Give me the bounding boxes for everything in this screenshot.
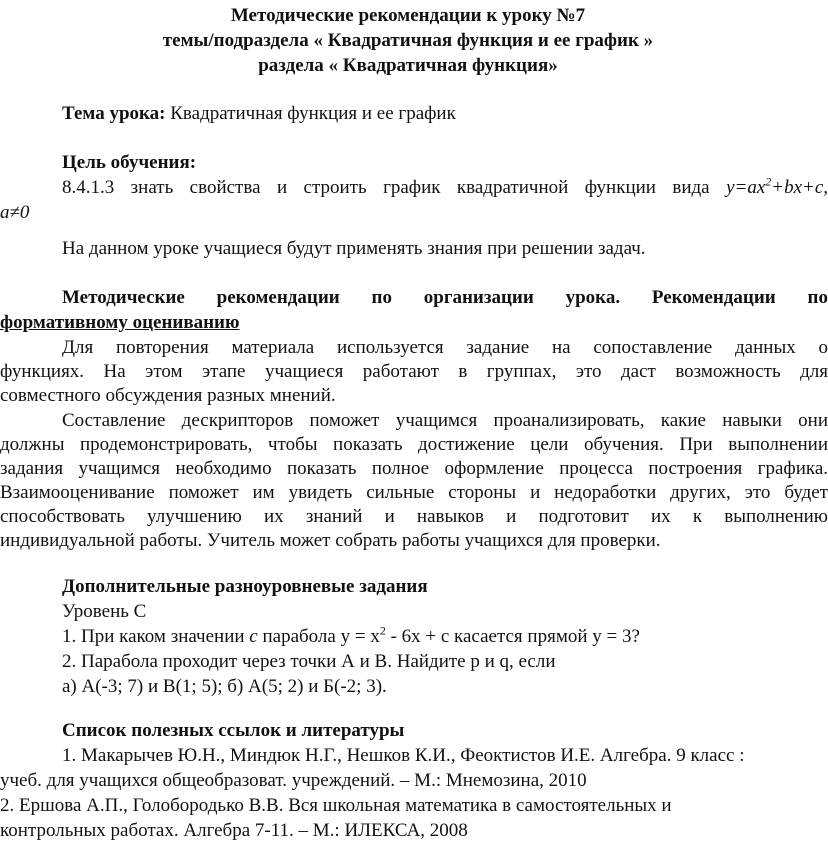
task-question-1: 1. При каком значении c парабола $у = х^2 - 6х + с$ касается прямой у = 3? bbox=[62, 623, 640, 647]
rec-p2-line5: способствовать улучшению их знаний и навыков и подготовит их к выполнению bbox=[0, 506, 828, 527]
literature-ref1-line1: 1. Макарычев Ю.Н., Миндюк Н.Г., Нешков К.И., Феоктистов И.Е. Алгебра. 9 класс : bbox=[62, 745, 745, 766]
task-question-2: 2. Парабола проходит через точки А и В. Найдите p и q, если bbox=[62, 651, 556, 672]
literature-ref2-line1: 2. Ершова А.П., Голобородько В.В. Вся школьная математика в самостоятельных и bbox=[0, 795, 672, 816]
recommendations-heading-line2: формативному оцениванию bbox=[0, 312, 240, 333]
rec-p1-line1: Для повторения материала используется задание на сопоставление данных о bbox=[62, 337, 828, 358]
goal-label: Цель обучения: bbox=[62, 152, 197, 173]
goal-note: На данном уроке учащиеся будут применять знания при решении задач. bbox=[62, 238, 646, 259]
literature-ref2-line2: контрольных работах. Алгебра 7-11. – М.: ИЛЕКСА, 2008 bbox=[0, 820, 468, 841]
recommendations-heading-line1: Методические рекомендации по организации урока. Рекомендации по bbox=[62, 287, 828, 308]
rec-p2-line6: индивидуальной работы. Учитель может собрать работы учащихся для проверки. bbox=[0, 530, 661, 551]
goal-line2: a≠0 bbox=[0, 202, 30, 223]
rec-p1-line3: совместного обсуждения разных мнений. bbox=[0, 385, 336, 406]
rec-p2-line3: задания учащимся необходимо показать полное оформление процесса построения графика. bbox=[0, 458, 828, 479]
doc-title-line2: темы/подраздела « Квадратичная функция и ее график » bbox=[162, 30, 654, 51]
goal-line1 bbox=[0, 176, 828, 200]
goal-formula: $y=ax^2+bx+c$, bbox=[726, 174, 828, 198]
literature-ref1-line2: учеб. для учащихся общеобразоват. учреждений. – М.: Мнемозина, 2010 bbox=[0, 770, 587, 791]
task-question-2-cases: а) А(-3; 7) и В(1; 5); б) А(5; 2) и Б(-2; 3). bbox=[62, 676, 387, 697]
goal-text: 8.4.1.3 знать свойства и строить график квадратичной функции вида bbox=[62, 177, 710, 198]
tasks-level: Уровень С bbox=[62, 601, 147, 622]
rec-p2-line2: должны продемонстрировать, чтобы показать достижение цели обучения. При выполнении bbox=[0, 434, 828, 455]
rec-p2-line1: Составление дескрипторов поможет учащимся проанализировать, какие навыки они bbox=[62, 410, 828, 431]
topic-value: Квадратичная функция и ее график bbox=[170, 103, 456, 124]
doc-title-line3: раздела « Квадратичная функция» bbox=[258, 55, 558, 76]
topic-label: Тема урока: bbox=[62, 103, 166, 124]
tasks-heading: Дополнительные разноуровневые задания bbox=[62, 576, 428, 597]
topic-row bbox=[62, 102, 456, 126]
literature-heading: Список полезных ссылок и литературы bbox=[62, 720, 405, 741]
rec-p2-line4: Взаимооценивание поможет им увидеть сильные стороны и недоработки других, это будет bbox=[0, 482, 828, 503]
rec-p1-line2: функциях. На этом этапе учащиеся работают в группах, это даст возможность для bbox=[0, 361, 828, 382]
doc-title-line1: Методические рекомендации к уроку №7 bbox=[230, 5, 586, 26]
